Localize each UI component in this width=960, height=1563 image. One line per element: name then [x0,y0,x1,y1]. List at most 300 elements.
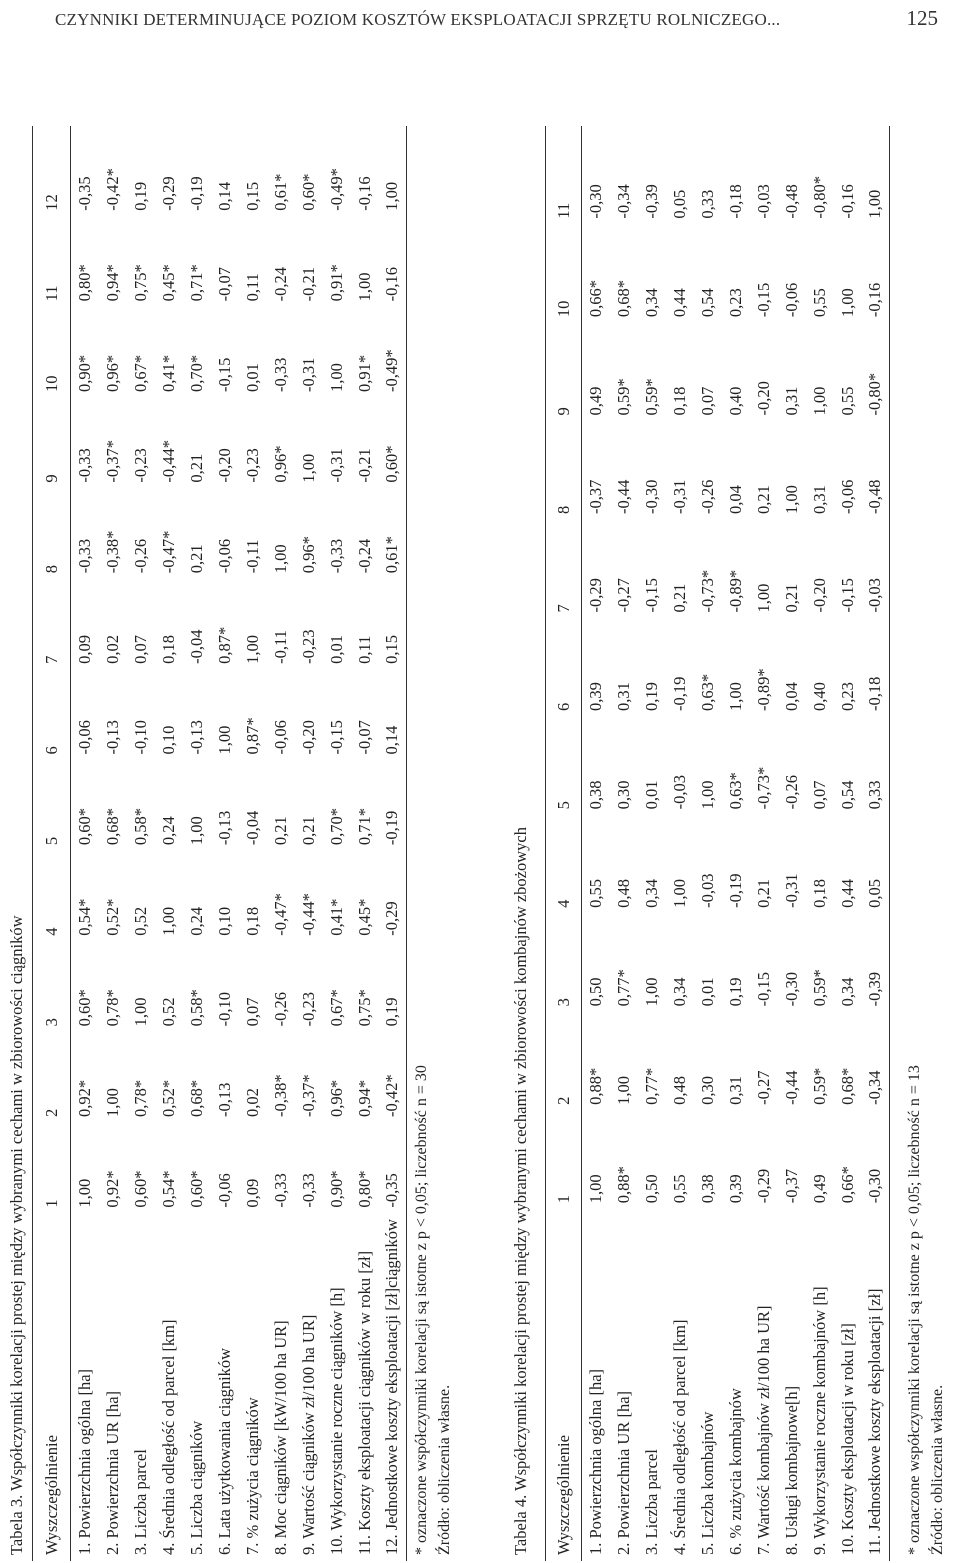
table-cell: 0,54 [837,780,857,810]
table-cell: -0,19 [382,810,402,846]
table-cell: 0,68* [102,807,122,846]
table-cell: 0,05 [865,879,885,908]
table-cell: -0,03 [697,873,717,908]
table4-header-row [546,126,582,1561]
table-cell: 0,54* [74,898,94,936]
table-cell: 0,14 [382,725,402,755]
table-cell: 0,63* [725,772,745,810]
row-label: 3. Liczba parcel [130,1449,150,1555]
table-cell: -0,20 [214,448,234,483]
table4-footnote: * oznaczone współczynniki korelacji są istotne z p < 0,05; liczebność n = 13 [906,1065,923,1555]
table-cell: 0,18 [809,879,829,908]
table4-column-header: 9 [553,407,573,416]
row-label: 5. Liczba ciągników [186,1420,206,1555]
table-cell: -0,44 [781,1070,801,1105]
table-cell: 0,55 [809,288,829,318]
table-cell: 0,60* [130,1170,150,1208]
table-cell: -0,11 [270,630,290,664]
table-cell: 0,10 [158,725,178,755]
table3-column-header: 5 [41,836,61,846]
page-header [0,0,960,50]
table-cell: 0,70* [186,354,206,392]
row-label: 6. % zużycia kombajnów [725,1388,745,1555]
table-cell: 0,80* [354,1170,374,1208]
table-cell: 0,91* [354,354,374,392]
table-cell: 0,21 [186,544,206,574]
table-cell: 0,80* [74,264,94,302]
table-cell: 0,50 [641,1174,661,1204]
table-cell: 0,02 [102,634,122,664]
table-cell: -0,13 [186,720,206,755]
table-cell: 0,07 [697,386,717,416]
table-cell: -0,03 [669,775,689,810]
table4-column-header: 7 [553,604,573,613]
table-cell: -0,34 [613,184,633,219]
table-row [71,126,99,1561]
table-cell: 0,38 [697,1174,717,1204]
table3-column-header: 7 [41,655,61,664]
table-cell: 0,96* [270,445,290,483]
table-cell: 0,18 [242,906,262,936]
table-cell: -0,31 [326,448,346,483]
table-cell: -0,23 [242,448,262,483]
table-cell: 0,94* [102,264,122,302]
table-cell: 0,34 [641,288,661,318]
table-cell: 1,00 [242,634,262,664]
table-row [778,126,806,1561]
table3-column-header: 4 [41,927,61,936]
table-cell: 0,61* [270,173,290,211]
table-cell: 1,00 [74,1178,94,1208]
table-cell: 0,09 [74,634,94,664]
table-cell: -0,06 [270,720,290,755]
table-row [694,126,722,1561]
table-cell: -0,06 [781,282,801,318]
table3-header-row [33,126,71,1561]
table-cell: 1,00 [102,1088,122,1117]
table-cell: 0,33 [865,780,885,810]
table-cell: -0,04 [242,810,262,846]
table-cell: 0,68* [613,279,633,318]
table-cell: 0,87* [214,626,234,664]
table-cell: 0,49 [809,1174,829,1204]
row-label: 2. Powierzchnia UR [ha] [613,1390,633,1555]
table3-footnote: * oznaczone współczynniki korelacji są istotne z p < 0,05; liczebność n = 30 [413,1065,430,1555]
table-cell: 0,34 [641,879,661,908]
table-cell: 0,55 [669,1174,689,1204]
table-row [582,126,610,1561]
table-cell: -0,15 [753,971,773,1007]
table-cell: 0,45* [158,264,178,302]
table-row [267,126,295,1561]
table-cell: 0,92* [102,1170,122,1208]
table3-column-header: 1 [41,1199,61,1208]
table-cell: 1,00 [865,189,885,219]
table-cell: 1,00 [158,906,178,936]
table-cell: 0,96* [102,354,122,392]
table-cell: -0,10 [130,720,150,755]
table-row [722,126,750,1561]
table-cell: 0,52 [130,906,150,936]
table-cell: 0,01 [641,780,661,810]
table-cell: 0,07 [130,634,150,664]
table-cell: 0,41* [326,898,346,936]
table-cell: -0,33 [270,357,290,392]
table-cell: 0,01 [697,977,717,1007]
table-cell: 0,19 [725,977,745,1007]
table-cell: -0,03 [753,184,773,219]
table3-caption: Tabela 3. Współczynniki korelacji prostej między wybranymi cechami w zbiorowości ciągników [7,915,26,1555]
table-row [834,126,862,1561]
table-cell: 0,52* [158,1079,178,1117]
table4-column-header: 1 [553,1195,573,1204]
table-cell: 0,39 [725,1174,745,1204]
row-label: 7. Wartość kombajnów zł/100 ha UR] [753,1305,773,1555]
table-cell: 0,54* [158,1170,178,1208]
table-cell: -0,31 [781,873,801,908]
table-cell: 0,04 [781,682,801,711]
table-cell: 0,91* [326,264,346,302]
table4-caption: Tabela 4. Współczynniki korelacji prostej między wybranymi cechami w zbiorowości kombajnów zbożowych [511,827,530,1555]
table-cell: 0,21 [298,816,318,846]
table-cell: 0,11 [354,635,374,664]
table-cell: 0,54 [697,288,717,318]
table-cell: 0,34 [837,977,857,1007]
table-cell: -0,39 [641,184,661,219]
table-cell: -0,10 [214,991,234,1027]
table-cell: 0,71* [186,264,206,302]
table4-header-label: Wyszczególnienie [553,1435,573,1555]
table-cell: 0,31 [781,386,801,416]
table-cell: 1,00 [809,386,829,416]
table-cell: -0,73* [753,766,773,810]
table-cell: 0,24 [158,816,178,846]
table-cell: 0,55 [585,879,605,908]
table-cell: 0,52 [158,997,178,1027]
table-cell: 0,19 [641,682,661,711]
table-cell: 0,02 [242,1088,262,1117]
table-cell: 0,88* [613,1166,633,1204]
page-number: 125 [906,6,938,30]
table-cell: 0,55 [837,386,857,416]
table3-source: Źródło: obliczenia własne. [436,1384,453,1555]
table3-column-header: 10 [41,375,61,392]
table-cell: -0,33 [270,1173,290,1208]
table-cell: 0,23 [725,288,745,318]
table-cell: -0,44* [298,893,318,936]
table-cell: 0,44 [669,288,689,318]
table-cell: 0,96* [326,1079,346,1117]
table-cell: -0,35 [382,1173,402,1208]
row-label: 6. Lata użytkowania ciągników [214,1347,234,1555]
table-cell: 0,48 [613,879,633,908]
table3-column-header: 6 [41,746,61,755]
table-cell: -0,44* [158,439,178,483]
table3-column-header: 11 [41,285,61,302]
table-cell: 0,21 [186,453,206,483]
table-cell: 0,60* [382,445,402,483]
row-label: 1. Powierzchnia ogólna [ha] [585,1368,605,1555]
row-label: 8. Moc ciągników [kW/100 ha UR] [270,1320,290,1555]
table-cell: -0,18 [725,184,745,219]
table-cell: -0,31 [669,479,689,515]
table-cell: -0,26 [781,775,801,810]
table-cell: -0,34 [865,1070,885,1105]
table-cell: -0,13 [102,720,122,755]
table-row [666,126,694,1561]
table-cell: 0,61* [382,536,402,574]
table-cell: -0,21 [354,448,374,483]
table4-column-header: 6 [553,702,573,711]
table-cell: 1,00 [669,879,689,908]
table-cell: -0,37* [102,439,122,483]
table-row [862,126,890,1561]
table-cell: 0,24 [186,906,206,936]
table-cell: -0,26 [270,991,290,1027]
table-cell: 0,14 [214,181,234,211]
table-cell: 1,00 [270,544,290,574]
table3 [32,126,407,1561]
table-cell: 0,78* [102,989,122,1027]
table-cell: -0,23 [298,629,318,664]
table-row [379,126,407,1561]
table-cell: 1,00 [641,977,661,1007]
table-cell: 0,21 [781,583,801,613]
table-cell: 0,23 [837,682,857,711]
table4 [545,126,890,1561]
table-cell: -0,31 [298,357,318,392]
table-cell: -0,15 [837,578,857,613]
table-cell: 0,41* [158,354,178,392]
table-cell: 0,50 [585,977,605,1007]
table-cell: 0,19 [130,181,150,211]
table-cell: -0,73* [697,569,717,613]
row-label: 12. Jednostkowe koszty eksploatacji [zł]ciągników [382,1219,402,1555]
table-cell: -0,35 [74,176,94,211]
table3-column-header: 8 [41,564,61,574]
table-cell: 0,67* [130,354,150,392]
table-cell: -0,49* [382,349,402,392]
table-cell: 0,63* [697,673,717,711]
table-cell: -0,29 [753,1168,773,1204]
table-cell: 1,00 [354,272,374,302]
table-cell: 0,60* [186,1170,206,1208]
table-cell: 0,34 [669,977,689,1007]
table-cell: 0,52* [102,898,122,936]
table-cell: -0,21 [298,266,318,302]
table-cell: -0,15 [641,578,661,613]
table-row [183,126,211,1561]
table-cell: 1,00 [186,816,206,846]
table-row [295,126,323,1561]
table-cell: -0,30 [781,971,801,1007]
table-cell: -0,38* [270,1074,290,1117]
table-cell: 0,39 [585,682,605,711]
table-cell: 0,19 [382,997,402,1027]
table-cell: 0,07 [809,780,829,810]
table-cell: 0,01 [242,363,262,392]
row-label: 3. Liczba parcel [641,1449,661,1555]
table-cell: -0,16 [865,282,885,318]
table-cell: -0,20 [753,381,773,416]
table4-source: Źródło: obliczenia własne. [929,1384,946,1555]
table-cell: -0,44 [613,479,633,515]
table-cell: -0,89* [753,668,773,711]
row-label: 9. Wartość ciągników zł/100 ha UR] [298,1314,318,1555]
table-row [99,126,127,1561]
row-label: 4. Średnia odległość od parcel [km] [669,1319,689,1555]
table-cell: 0,33 [697,189,717,219]
table-cell: -0,16 [354,176,374,211]
table-cell: 1,00 [382,181,402,211]
table-cell: -0,24 [354,538,374,574]
table-cell: 0,59* [809,969,829,1007]
row-label: 11. Koszty eksploatacji ciągników w roku [zł] [354,1250,374,1555]
table4-column-header: 3 [553,998,573,1007]
table-cell: 0,21 [669,583,689,613]
table3-body [71,126,407,1561]
table4-column-header: 11 [553,202,573,219]
table-cell: 0,31 [809,485,829,515]
table-row [638,126,666,1561]
table-cell: 1,00 [781,485,801,515]
table-cell: -0,42* [382,1074,402,1117]
table3-column-header: 9 [41,474,61,483]
table-cell: 0,30 [613,780,633,810]
table-cell: -0,19 [725,873,745,908]
table4-column-header: 10 [553,300,573,318]
table-cell: 0,60* [298,173,318,211]
table-cell: -0,27 [753,1070,773,1105]
table-cell: 0,88* [585,1067,605,1105]
table-cell: -0,29 [158,176,178,211]
table-cell: -0,30 [585,184,605,219]
table-cell: 0,90* [74,354,94,392]
table-cell: -0,30 [641,479,661,515]
table-row [127,126,155,1561]
table-cell: -0,07 [354,720,374,755]
table-cell: -0,47* [158,530,178,574]
table-cell: -0,33 [74,538,94,574]
table-cell: 0,94* [354,1079,374,1117]
table-cell: -0,29 [585,578,605,613]
table-cell: 0,05 [669,189,689,219]
table-cell: 0,60* [74,807,94,846]
table-cell: -0,26 [697,479,717,515]
table-cell: 0,77* [641,1067,661,1105]
table-cell: -0,30 [865,1168,885,1204]
table-cell: -0,49* [326,168,346,211]
table-cell: 1,00 [326,363,346,392]
table4-column-header: 8 [553,505,573,515]
table-cell: -0,13 [214,810,234,846]
table-cell: 0,38 [585,780,605,810]
table-cell: 0,70* [326,807,346,846]
table-cell: 0,09 [242,1178,262,1208]
table-cell: -0,80* [809,175,829,219]
table-cell: -0,33 [74,448,94,483]
table-cell: 0,45* [354,898,374,936]
table-cell: 1,00 [697,780,717,810]
table3-column-header: 12 [41,194,61,211]
row-label: 8. Usługi kombajnowe[h] [781,1385,801,1555]
table-cell: 0,21 [270,816,290,846]
table-cell: 0,60* [74,989,94,1027]
table-cell: -0,16 [837,184,857,219]
table3-column-header: 3 [41,1018,61,1027]
table-cell: 0,71* [354,807,374,846]
table-cell: -0,04 [186,629,206,664]
table3-header-label: Wyszczególnienie [41,1435,61,1555]
table-cell: 1,00 [725,682,745,711]
table-cell: -0,06 [837,479,857,515]
table-row [211,126,239,1561]
table-cell: -0,42* [102,168,122,211]
table-row [750,126,778,1561]
table-cell: 0,68* [186,1079,206,1117]
table4-body [582,126,890,1561]
table-row [239,126,267,1561]
table-cell: 0,18 [669,386,689,416]
table-cell: -0,33 [298,1173,318,1208]
table-cell: 1,00 [753,583,773,613]
table-cell: 0,90* [326,1170,346,1208]
table-row [351,126,379,1561]
table-cell: 1,00 [837,288,857,318]
table-cell: 0,21 [753,879,773,908]
row-label: 10. Wykorzystanie roczne ciągników [h] [326,1287,346,1555]
table-cell: 1,00 [130,997,150,1027]
table-row [610,126,638,1561]
table-cell: 0,66* [585,279,605,318]
table-cell: -0,15 [753,282,773,318]
table-cell: 0,58* [130,807,150,846]
table-cell: 0,48 [669,1075,689,1105]
table-cell: -0,19 [186,176,206,211]
table-cell: 0,87* [242,717,262,755]
table-cell: 0,01 [326,634,346,664]
table-cell: 0,04 [725,485,745,515]
row-label: 10. Koszty eksploatacji w roku [zł] [837,1323,857,1555]
table-cell: -0,23 [298,991,318,1027]
table-cell: -0,15 [326,720,346,755]
rotated-content [0,93,960,1563]
table-cell: 0,40 [809,682,829,711]
table-cell: 0,77* [613,969,633,1007]
table-cell: 0,59* [613,378,633,416]
table-cell: 0,15 [242,181,262,211]
table-cell: -0,37 [781,1168,801,1204]
table-cell: 0,30 [697,1075,717,1105]
table-cell: -0,33 [326,538,346,574]
table-cell: -0,89* [725,569,745,613]
table-cell: -0,47* [270,893,290,936]
table-cell: 0,75* [354,989,374,1027]
table-cell: -0,18 [865,676,885,711]
table-cell: -0,06 [214,538,234,574]
table-cell: -0,19 [669,676,689,711]
table-cell: -0,24 [270,266,290,302]
table-cell: 0,68* [837,1067,857,1105]
table-cell: -0,07 [214,266,234,302]
table4-column-header: 5 [553,801,573,810]
row-label: 7. % zużycia ciągników [242,1397,262,1555]
row-label: 1. Powierzchnia ogólna [ha] [74,1368,94,1555]
table-cell: -0,20 [809,578,829,613]
table-row [323,126,351,1561]
table-cell: 0,40 [725,386,745,416]
table-cell: -0,38* [102,530,122,574]
